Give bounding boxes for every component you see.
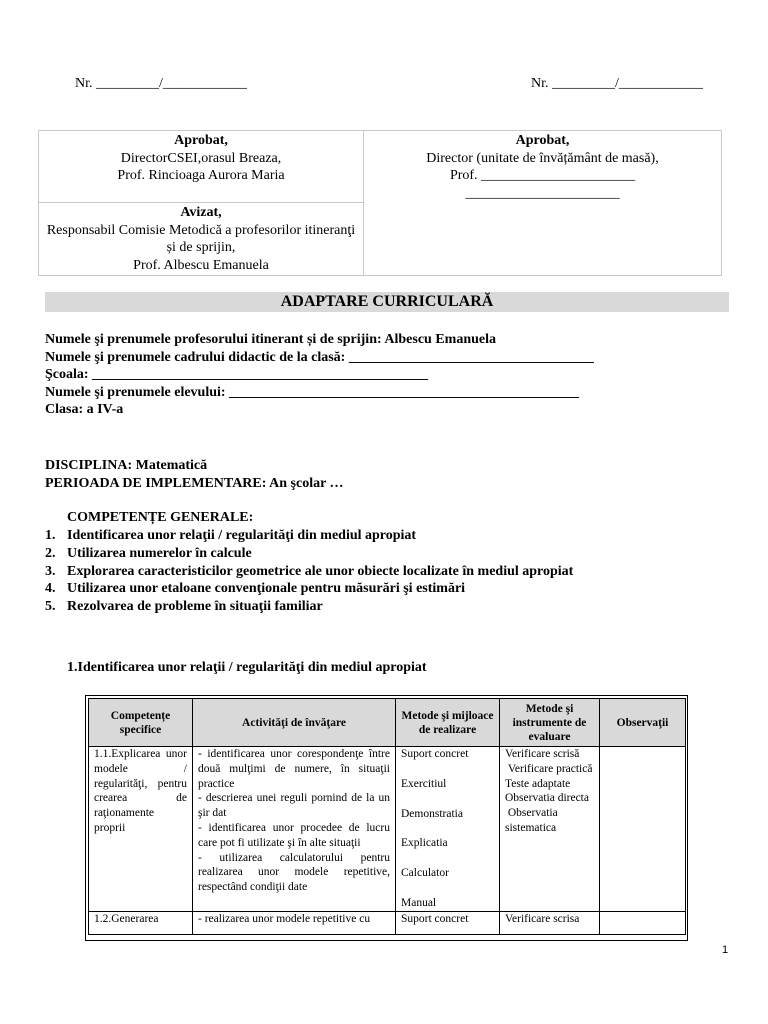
registration-number-right: Nr. _________/____________ [531, 76, 703, 91]
column-header: Activităţi de învăţare [193, 699, 396, 747]
column-header: Metode şi mijloace de realizare [396, 699, 500, 747]
approval-person: Prof. Rincioaga Aurora Maria [117, 168, 285, 183]
evaluation-cell: Verificare scrisa [500, 911, 600, 934]
implementation-period: PERIOADA DE IMPLEMENTARE: An şcolar … [45, 475, 344, 491]
curriculum-table [88, 698, 686, 935]
list-item [45, 563, 573, 581]
general-competences-list [45, 527, 573, 616]
method-item: Suport concret [401, 748, 469, 760]
list-number: 2. [45, 545, 56, 561]
method-item: Explicatia [401, 837, 448, 850]
list-item [45, 580, 573, 598]
method-item: Manual [401, 896, 437, 909]
document-title: ADAPTARE CURRICULARĂ [45, 292, 729, 312]
discipline-block [45, 457, 344, 492]
methods-cell [396, 747, 500, 912]
list-text: Utilizarea unor etaloane convenţionale pentru măsurări şi estimări [67, 581, 466, 597]
approval-cell-school-director [364, 131, 722, 276]
activity-item: - identificarea unor procedee de lucru care pot fi utilizate şi în alte situaţii [198, 821, 390, 849]
class-grade: Clasa: a IV-a [45, 402, 124, 417]
section-title: 1.Identificarea unor relaţii / regularităţi din mediul apropiat [67, 660, 427, 675]
methods-cell: Suport concret [396, 911, 500, 934]
student-name: Numele şi prenumele elevului: __________________________________________________ [45, 384, 580, 400]
endorsement-person: Prof. Albescu Emanuela [133, 257, 269, 273]
method-item: Demonstratia [401, 807, 463, 820]
activity-item: - utilizarea calculatorului pentru realizarea unor modele repetitive, respectând condiţii date [198, 851, 390, 894]
list-item [45, 598, 573, 616]
approval-role: Director (unitate de învățământ de masă), [426, 150, 659, 166]
evaluation-item: Teste adaptate [505, 777, 571, 790]
endorsement-heading: Avizat, [180, 205, 222, 220]
registration-number-left: Nr. _________/____________ [75, 76, 247, 91]
column-header: Metode şi instrumente de evaluare [500, 699, 600, 747]
approval-table [38, 130, 722, 276]
list-number: 5. [45, 599, 56, 615]
list-number: 3. [45, 563, 56, 579]
table-row [89, 747, 686, 912]
activity-item: - identificarea unor corespondenţe între două mulţimi de numere, în situaţii practice [198, 748, 390, 790]
class-teacher-name: Numele şi prenumele cadrului didactic de la clasă: ___________________________________ [45, 349, 594, 365]
list-number: 1. [45, 528, 56, 543]
evaluation-item: Verificare practică [505, 762, 593, 775]
endorsement-role: Responsabil Comisie Metodică a profesorilor itineranţi și de sprijin, [46, 222, 356, 255]
activities-cell: - realizarea unor modele repetitive cu [193, 911, 396, 934]
approval-heading: Aprobat, [515, 133, 570, 148]
page-number: 1 [722, 944, 729, 956]
specific-competence-cell: 1.1.Explicarea unor modele / regularităţi, pentru crearea de raţionamente proprii [89, 747, 193, 912]
list-text: Rezolvarea de probleme în situaţii familiar [67, 599, 323, 615]
endorsement-cell [39, 203, 364, 276]
method-item: Calculator [401, 867, 449, 880]
approval-signature-line: ______________________ [465, 185, 620, 201]
observations-cell [600, 747, 686, 912]
list-text: Explorarea caracteristicilor geometrice ale unor obiecte localizate în mediul apropiat [67, 563, 574, 579]
list-item [45, 545, 573, 563]
list-text: Identificarea unor relaţii / regularităţi din mediul apropiat [67, 528, 417, 543]
school-name: Şcoala: ________________________________________________ [45, 367, 429, 382]
itinerant-teacher-name: Numele şi prenumele profesorului itinerant și de sprijin: Albescu Emanuela [45, 332, 496, 347]
evaluation-item: Verificare scrisă [505, 748, 580, 760]
method-item: Exercitiul [401, 777, 447, 790]
table-row [89, 911, 686, 934]
activity-item: - descrierea unei reguli pornind de la un şir dat [198, 792, 390, 820]
activities-cell [193, 747, 396, 912]
approval-cell-csei-director [39, 131, 364, 203]
column-header: Observaţii [600, 699, 686, 747]
observations-cell [600, 911, 686, 934]
approval-role: DirectorCSEI,orasul Breaza, [120, 150, 282, 166]
column-header: Competențe specifice [89, 699, 193, 747]
approval-person: Prof. ______________________ [449, 168, 636, 183]
student-info-block [45, 331, 594, 419]
discipline-subject: DISCIPLINA: Matematică [45, 458, 208, 473]
curriculum-table-frame [85, 695, 688, 941]
evaluation-cell [500, 747, 600, 912]
list-number: 4. [45, 581, 56, 597]
evaluation-item: Observatia sistematica [505, 807, 561, 834]
general-competences-title: COMPETENȚE GENERALE: [67, 510, 254, 525]
table-header-row [89, 699, 686, 747]
evaluation-item: Observatia directa [505, 792, 589, 805]
specific-competence-cell: 1.2.Generarea [89, 911, 193, 934]
list-text: Utilizarea numerelor în calcule [67, 545, 252, 561]
list-item [45, 527, 573, 545]
approval-heading: Aprobat, [174, 133, 228, 148]
